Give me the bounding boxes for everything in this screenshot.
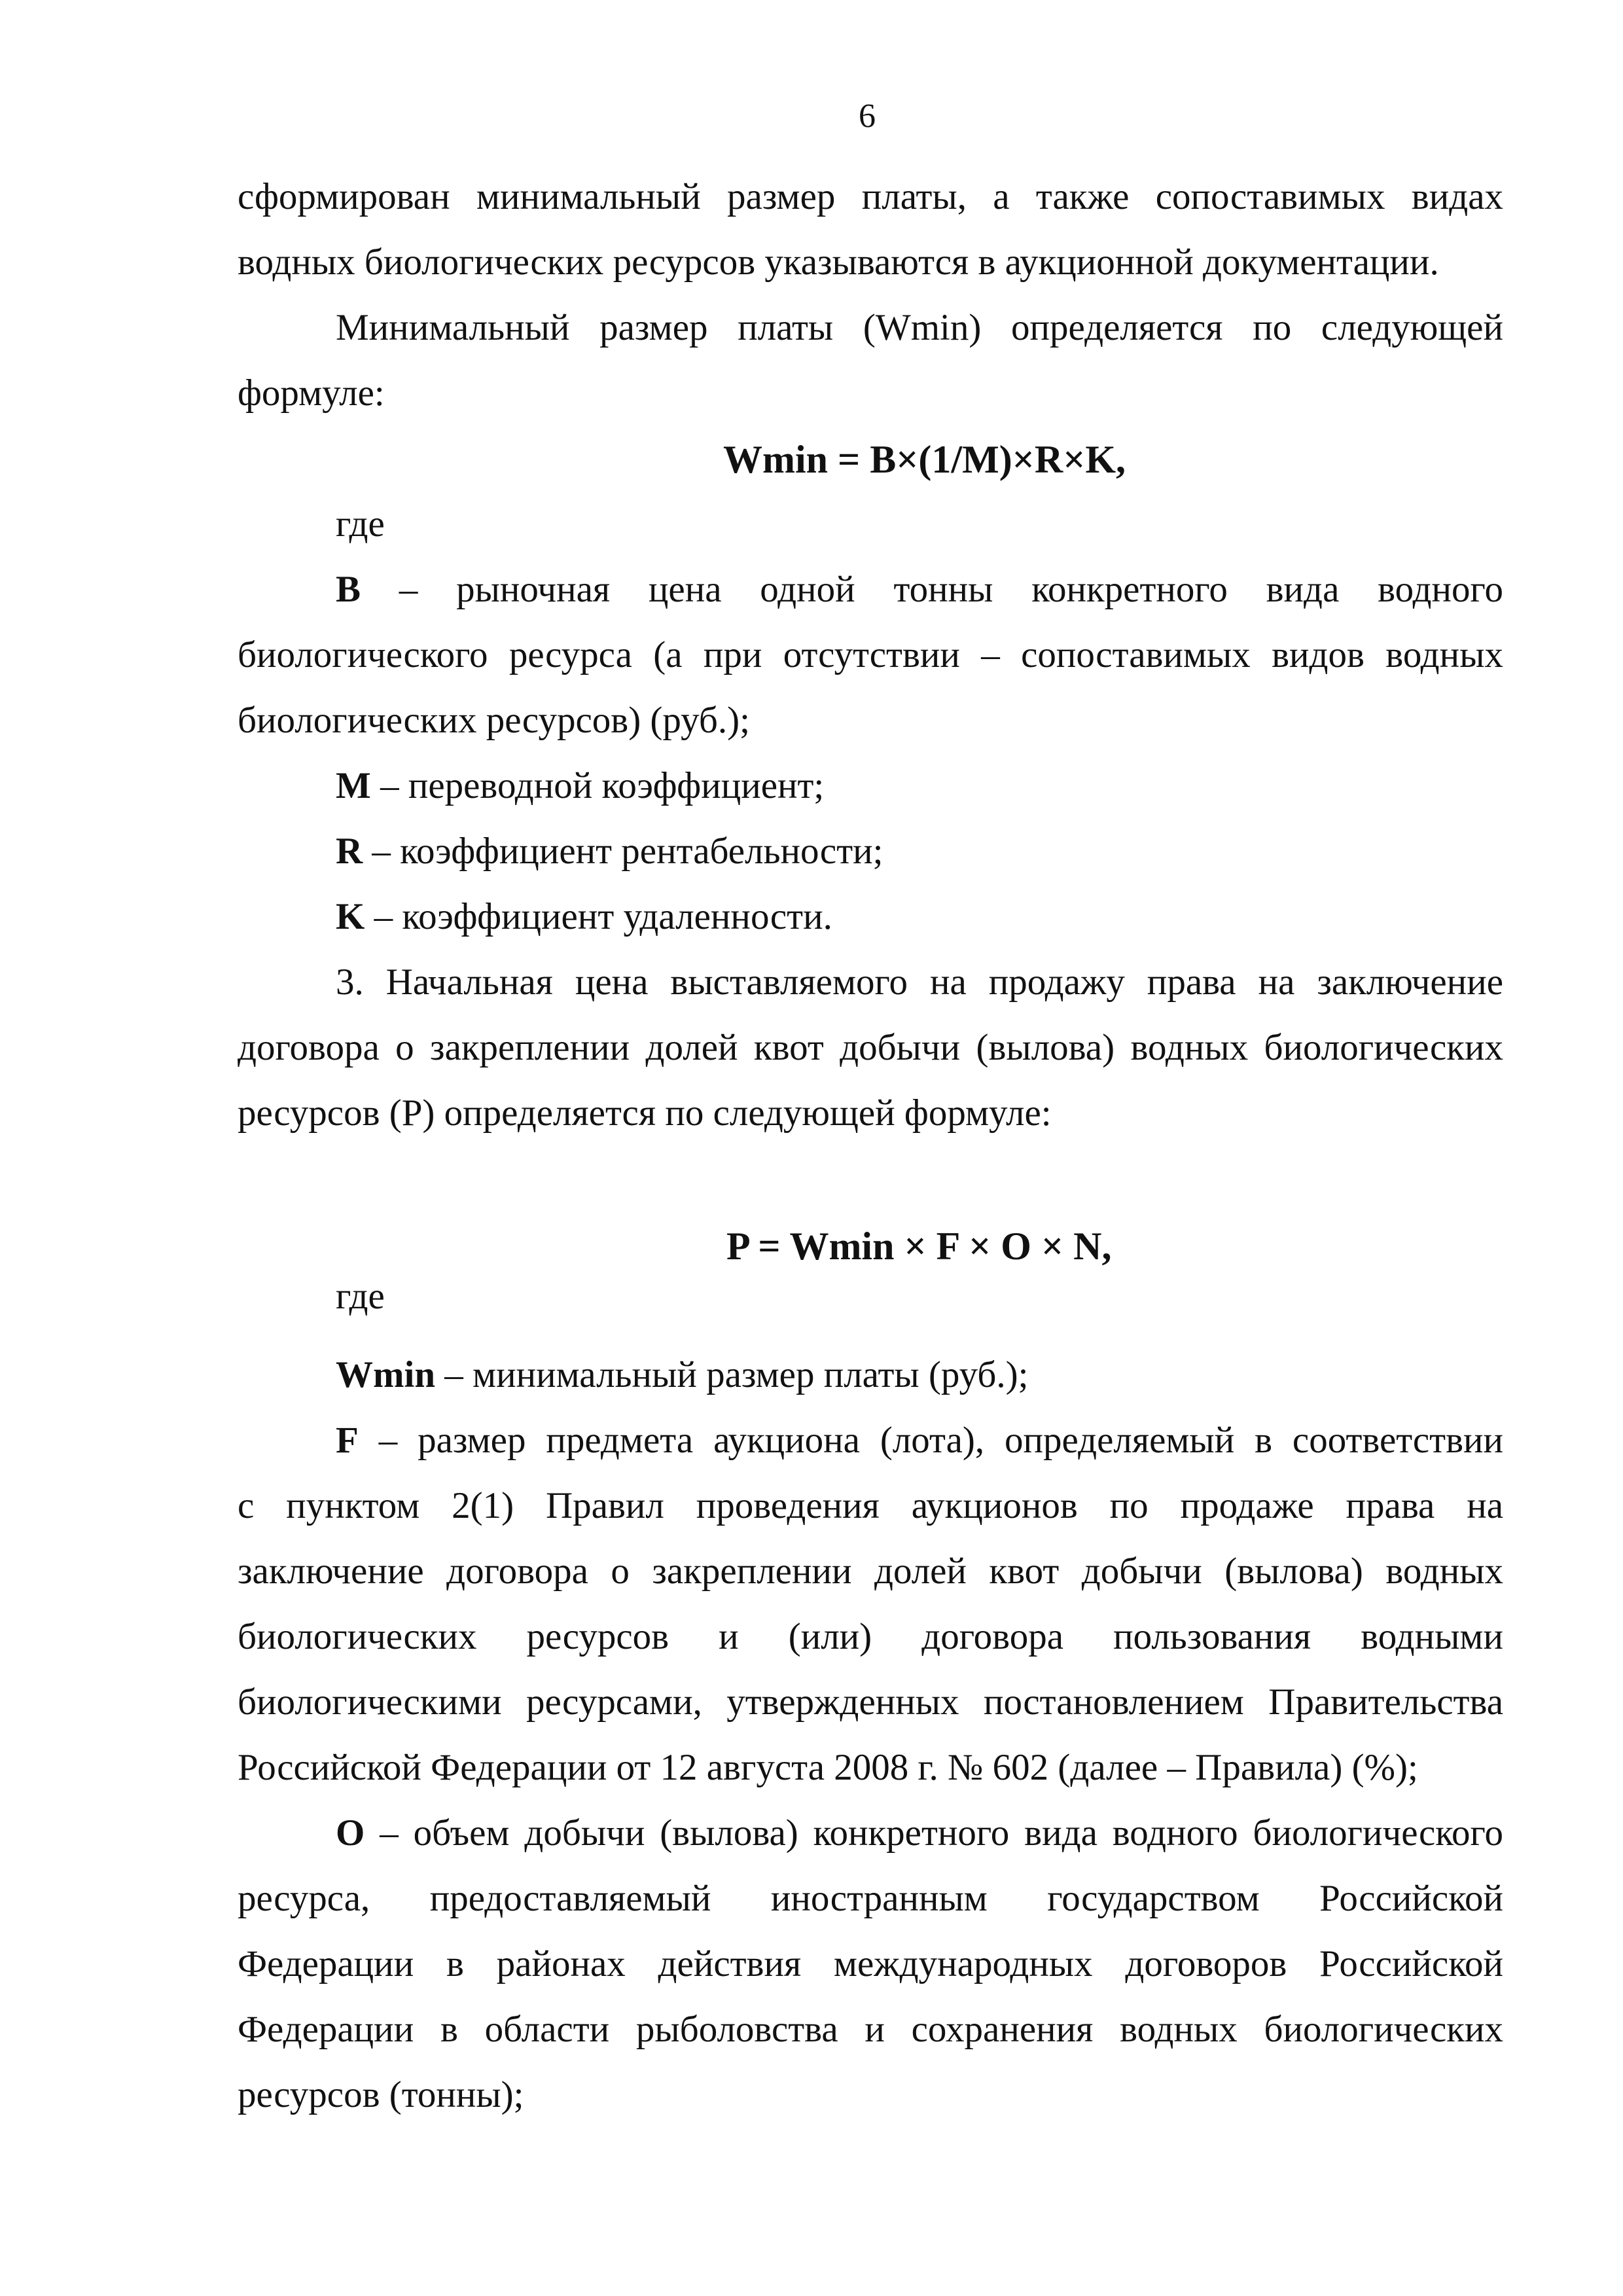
paragraph-3-line-3: ресурсов (P) определяется по следующей формуле:	[238, 1092, 1052, 1134]
definition-o-line-5: ресурсов (тонны);	[238, 2074, 524, 2115]
formula-wmin: Wmin = B×(1/M)×R×K,	[723, 438, 1126, 481]
formula-p: P = Wmin × F × O × N,	[726, 1225, 1112, 1268]
definition-k	[336, 895, 1503, 938]
definition-o-line-3: Федерации в районах действия международных договоров Российской	[238, 1943, 1503, 1984]
definition-wmin-text: – минимальный размер платы (руб.);	[435, 1354, 1029, 1395]
definition-f-line-2: с пунктом 2(1) Правил проведения аукционов по продаже права на	[238, 1485, 1503, 1526]
definition-f-line-4: биологических ресурсов и (или) договора пользования водными	[238, 1616, 1503, 1657]
paragraph-1-line-2: водных биологических ресурсов указываются в аукционной документации.	[238, 242, 1439, 283]
symbol-o: O	[336, 1812, 365, 1854]
definition-f-line-3: заключение договора о закреплении долей квот добычи (вылова) водных	[238, 1551, 1503, 1592]
definition-r	[336, 830, 1503, 872]
paragraph-3-line-1: 3. Начальная цена выставляемого на продажу права на заключение	[336, 961, 1503, 1003]
definition-m	[336, 764, 1503, 807]
definition-m-text: – переводной коэффициент;	[370, 765, 825, 806]
definition-f-line-5: биологическими ресурсами, утвержденных постановлением Правительства	[238, 1681, 1503, 1723]
symbol-f: F	[336, 1420, 359, 1461]
definition-k-text: – коэффициент удаленности.	[365, 896, 832, 937]
definition-b-text: – рыночная цена одной тонны конкретного вида водного	[361, 569, 1503, 610]
definition-b-line-1	[336, 568, 1503, 611]
where-label-2: где	[336, 1276, 385, 1317]
definition-f-line-6: Российской Федерации от 12 августа 2008 г. № 602 (далее – Правила) (%);	[238, 1747, 1418, 1788]
definition-o-line-4: Федерации в области рыболовства и сохранения водных биологических	[238, 2009, 1503, 2050]
definition-b-line-2: биологического ресурса (а при отсутствии – сопоставимых видов водных	[238, 634, 1503, 675]
paragraph-2-line-2: формуле:	[238, 372, 385, 414]
where-label-1: где	[336, 503, 385, 545]
definition-f-line-1	[336, 1419, 1503, 1462]
definition-f-text: – размер предмета аукциона (лота), определяемый в соответствии	[358, 1420, 1503, 1461]
symbol-k: K	[336, 896, 365, 937]
paragraph-2-line-1: Минимальный размер платы (Wmin) определяется по следующей	[336, 307, 1503, 348]
definition-b-line-3: биологических ресурсов) (руб.);	[238, 700, 750, 741]
symbol-wmin: Wmin	[336, 1354, 436, 1395]
symbol-r: R	[336, 831, 363, 872]
paragraph-3-line-2: договора о закреплении долей квот добычи (вылова) водных биологических	[238, 1027, 1503, 1068]
symbol-m: M	[336, 765, 371, 806]
paragraph-1-line-1: сформирован минимальный размер платы, а также сопоставимых видах	[238, 176, 1503, 217]
definition-r-text: – коэффициент рентабельности;	[363, 831, 883, 872]
definition-o-line-2: ресурса, предоставляемый иностранным государством Российской	[238, 1878, 1503, 1919]
definition-o-line-1	[336, 1812, 1503, 1854]
page-number: 6	[859, 98, 876, 135]
definition-o-text: – объем добычи (вылова) конкретного вида водного биологического	[365, 1812, 1503, 1854]
definition-wmin	[336, 1354, 1503, 1396]
symbol-b: B	[336, 569, 361, 610]
